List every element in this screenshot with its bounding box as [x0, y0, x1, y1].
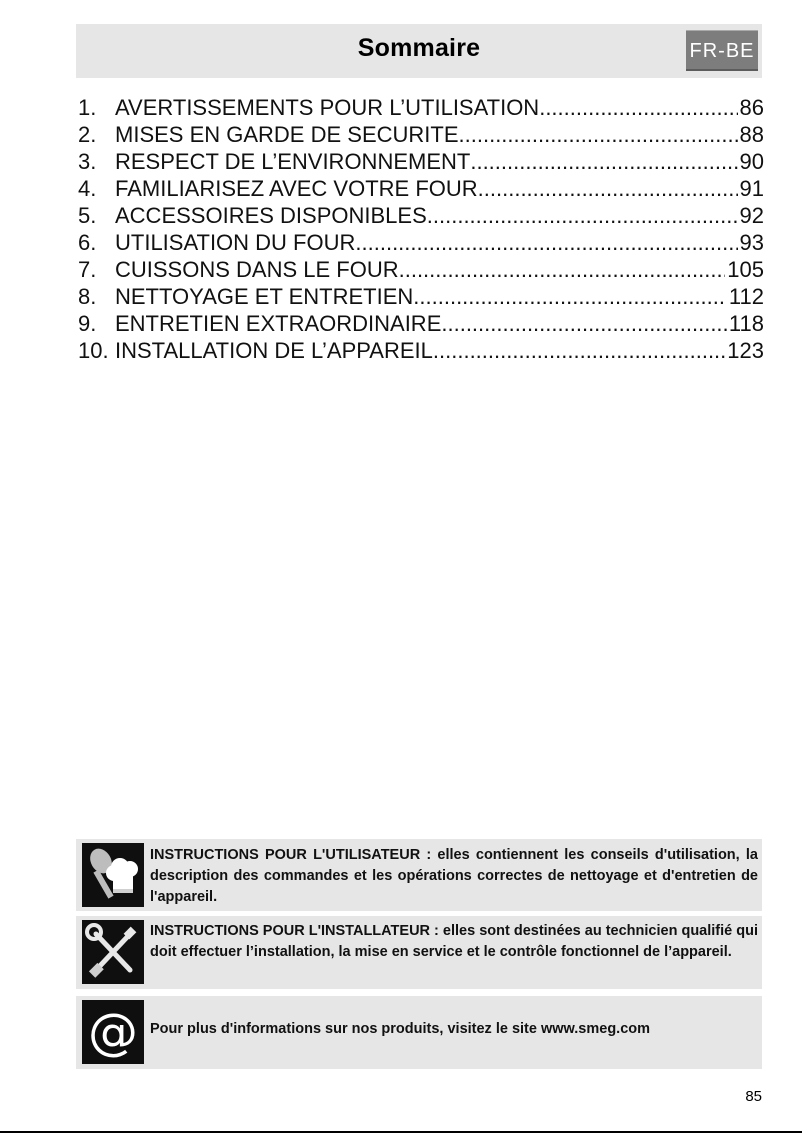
web-info-text: Pour plus d'informations sur nos produits, visitez le site www.smeg.com — [150, 1021, 651, 1037]
toc-dot-leader — [470, 148, 737, 175]
installer-instructions-text: INSTRUCTIONS POUR L'INSTALLATEUR : elles sont destinées au technicien qualifié qui doit effectuer l’installation, la mise en service et le contrôle fonctionnel de l’appareil. — [150, 923, 758, 960]
toc-entry-page: 86 — [739, 95, 764, 120]
at-sign-icon — [82, 1000, 144, 1064]
toc-entry-title: NETTOYAGE ET ENTRETIEN — [115, 284, 414, 309]
toc-entry — [78, 229, 764, 256]
bottom-rule — [0, 1131, 802, 1133]
toc-dot-leader — [433, 337, 725, 364]
toc-entry — [78, 310, 764, 337]
user-instructions-text: INSTRUCTIONS POUR L'UTILISATEUR : elles contiennent les conseils d'utilisation, la description des commandes et les opérations correctes de nettoyage et d'entretien de l'appareil. — [150, 847, 758, 905]
toc-entry-page: 88 — [739, 122, 764, 147]
toc-dot-leader — [441, 310, 727, 337]
svg-text:@: @ — [88, 1003, 138, 1061]
toc-entry-number: 6. — [78, 230, 97, 255]
toc-dot-leader — [459, 121, 738, 148]
toc-entry-page: 123 — [727, 338, 764, 363]
chef-hat-spoon-icon — [82, 843, 144, 907]
toc-entry-title: MISES EN GARDE DE SECURITE — [115, 122, 459, 147]
toc-entry-title: CUISSONS DANS LE FOUR — [115, 257, 399, 282]
toc-entry-number: 8. — [78, 284, 97, 309]
toc-dot-leader — [413, 283, 727, 310]
toc-entry-number: 3. — [78, 149, 97, 174]
toc-entry-title: FAMILIARISEZ AVEC VOTRE FOUR — [115, 176, 478, 201]
language-badge: FR-BE — [686, 30, 758, 71]
toc-entry — [78, 256, 764, 283]
toc-entry — [78, 175, 764, 202]
toc-entry-number: 10. — [78, 338, 109, 363]
toc-entry-title: UTILISATION DU FOUR — [115, 230, 356, 255]
toc-entry-page: 112 — [728, 284, 764, 309]
toc-entry-page: 118 — [728, 311, 764, 336]
toc-dot-leader — [478, 175, 738, 202]
toc-entry-page: 93 — [739, 230, 764, 255]
toc-dot-leader — [427, 202, 738, 229]
toc-entry — [78, 202, 764, 229]
toc-dot-leader — [539, 94, 737, 121]
toc-entry — [78, 94, 764, 121]
web-info-panel — [76, 996, 762, 1069]
installer-instructions-panel — [76, 916, 762, 989]
toc-entry — [78, 148, 764, 175]
toc-entry — [78, 283, 764, 310]
toc-entry-number: 5. — [78, 203, 97, 228]
toc-entry — [78, 337, 764, 364]
toc-entry-title: AVERTISSEMENTS POUR L’UTILISATION — [115, 95, 540, 120]
toc-entry-number: 9. — [78, 311, 97, 336]
toc-entry-title: ACCESSOIRES DISPONIBLES — [115, 203, 427, 228]
toc-entry-title: INSTALLATION DE L’APPAREIL — [115, 338, 433, 363]
toc-entry-number: 7. — [78, 257, 97, 282]
toc-entry-number: 4. — [78, 176, 97, 201]
toc-dot-leader — [355, 229, 737, 256]
toc-entry-number: 2. — [78, 122, 97, 147]
title-bar — [76, 24, 762, 78]
toc-entry-page: 92 — [739, 203, 764, 228]
toc-entry-title: ENTRETIEN EXTRAORDINAIRE — [115, 311, 442, 336]
toc-entry-number: 1. — [78, 95, 97, 120]
toc-entry-page: 91 — [739, 176, 764, 201]
toc-entry — [78, 121, 764, 148]
page-number: 85 — [745, 1088, 762, 1105]
page-title: Sommaire — [357, 34, 481, 62]
table-of-contents — [78, 94, 764, 364]
toc-entry-page: 90 — [739, 149, 764, 174]
toc-dot-leader — [399, 256, 726, 283]
wrench-screwdriver-icon — [82, 920, 144, 984]
toc-entry-title: RESPECT DE L’ENVIRONNEMENT — [115, 149, 471, 174]
toc-entry-page: 105 — [727, 257, 764, 282]
user-instructions-panel — [76, 839, 762, 911]
